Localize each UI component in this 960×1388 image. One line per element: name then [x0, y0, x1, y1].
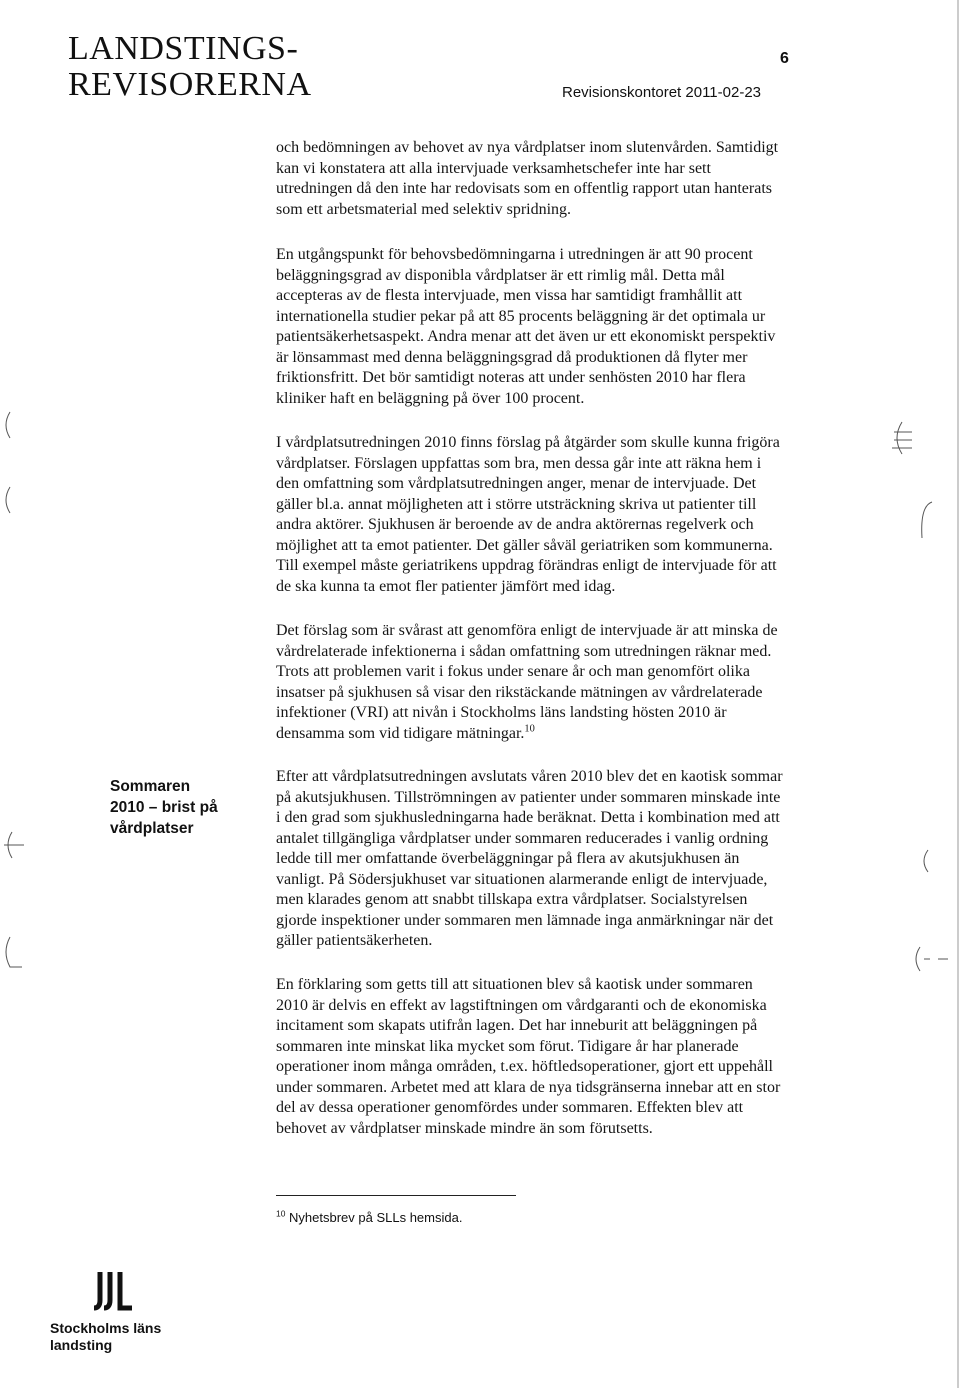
- footnote-divider: [276, 1195, 516, 1196]
- paragraph-line: sommaren inte minskat lika mycket som förut. Tidigare år har planerade: [276, 1037, 739, 1055]
- footnote: [276, 1210, 462, 1225]
- paragraph-line: incitament som skapats utifrån lagen. Det har inneburit att beläggningen på: [276, 1017, 758, 1034]
- paragraph-line: En förklaring som getts till att situationen blev så kaotisk under sommaren: [276, 976, 753, 993]
- scan-bracket-mark: [912, 500, 936, 540]
- paragraph-line: En utgångspunkt för behovsbedömningarna i utredningen är att 90 procent: [276, 246, 753, 263]
- paragraph-line: vårdrelaterade infektionerna i sådan omfattning som utredningen räknar med.: [276, 642, 772, 660]
- margin-heading-line: vårdplatser: [110, 820, 194, 837]
- paragraph-line: Till exempel måste geriatrikens uppdrag förändras enligt de intervjuade för att: [276, 557, 777, 574]
- paragraph-line: insatser på sjukhusen så visar den rikstäckande mätningen av vårdrelaterade: [276, 683, 763, 701]
- footnote-reference: 10: [524, 723, 535, 735]
- paragraph-line: gjorde inspektioner under sommaren men lämnade inga anmärkningar när det: [276, 911, 774, 929]
- paragraph-line: de ska kunna ta emot fler patienter jämfört med idag.: [276, 577, 616, 595]
- paragraph-line: ledde till mer omfattande överbeläggningar på flera av akutsjukhusen än: [276, 850, 740, 867]
- organization-name-line-2: REVISORERNA: [68, 66, 312, 103]
- paragraph-line: vårdplatser. Förslagen uppfattas som bra, men dessa går inte att räkna hem i: [276, 454, 762, 472]
- paragraph-line: beläggningsgrad av disponibla vårdplatser är ett rimlig mål. Detta mål: [276, 266, 725, 284]
- paragraph-6: [276, 975, 876, 1139]
- logo-name-line: Stockholms läns: [50, 1320, 162, 1336]
- paragraph-line: Efter att vårdplatsutredningen avslutats våren 2010 blev det en kaotisk sommar: [276, 768, 783, 785]
- paragraph-line: gäller bl.a. annat möjligheten att i större utsträckning skriva ut patienter till: [276, 495, 757, 513]
- margin-heading: [110, 776, 218, 839]
- scan-arrow-mark: [0, 830, 26, 860]
- paragraph-line: vanligt. På Södersjukhuset var situationen alarmerande enligt de intervjuade,: [276, 870, 768, 888]
- paragraph-line: antalet tillgängliga vårdplatser under sommaren reducerades i vanlig ordning: [276, 829, 769, 847]
- margin-heading-line: 2010 – brist på: [110, 799, 218, 816]
- organization-name-line-1: LANDSTINGS-: [68, 30, 299, 67]
- logo-name: [50, 1320, 161, 1354]
- scan-bracket-mark: [910, 945, 950, 973]
- paragraph-line: under sommaren. Arbetet med att klara de nya tidsgränserna innebar att en stor: [276, 1078, 781, 1096]
- paragraph-line: men klarades genom att snabbt tillskapa extra vårdplatser. Socialstyrelsen: [276, 891, 748, 908]
- paragraph-line: andra aktörer. Sjukhusen är beroende av de andra aktörernas regelverk och: [276, 516, 754, 533]
- stockholms-lans-landsting-logo: [50, 1268, 180, 1368]
- paragraph-line: internationella studier pekar på att 85 procents beläggning är det optimala ur: [276, 307, 766, 325]
- paragraph-line: som ett arbetsmaterial med selektiv spridning.: [276, 200, 572, 218]
- scan-bracket-mark: [918, 848, 932, 874]
- footnote-number: 10: [276, 1208, 286, 1219]
- paragraph-line: 2010 är delvis en effekt av lagstiftningen om vårdgaranti och de ekonomiska: [276, 996, 767, 1014]
- paragraph-line: Det förslag som är svårast att genomföra enligt de intervjuade är att minska de: [276, 622, 778, 639]
- paragraph-2: [276, 245, 876, 409]
- paragraph-line: friktionsfritt. Det bör samtidigt noteras att under senhösten 2010 har flera: [276, 369, 746, 386]
- scan-bracket-mark: [0, 485, 14, 515]
- footnote-text: Nyhetsbrev på SLLs hemsida.: [289, 1210, 463, 1225]
- paragraph-5: [276, 767, 876, 952]
- scan-margin-glyph: [888, 418, 916, 458]
- paragraph-line: utredningen då den inte har redovisats som en offentlig rapport utan hanterats: [276, 180, 772, 197]
- paragraph-line: gäller patientsäkerheten.: [276, 932, 433, 949]
- paragraph-line: operationer inom många områden, t.ex. höftledsoperationer, gjort ett uppehåll: [276, 1058, 773, 1075]
- paragraph-line: på akutsjukhusen. Tillströmningen av patienter under sommaren minskade inte: [276, 788, 781, 806]
- paragraph-line: I vårdplatsutredningen 2010 finns förslag på åtgärder som skulle kunna frigöra: [276, 434, 780, 451]
- office-and-date: Revisionskontoret 2011-02-23: [562, 84, 762, 101]
- paragraph-line: Trots att problemen varit i fokus under senare år och man genomfört olika: [276, 663, 750, 680]
- paragraph-line-text: densamma som vid tidigare mätningar.: [276, 724, 525, 742]
- paragraph-line: infektioner (VRI) att nivån i Stockholms läns landsting hösten 2010 är: [276, 704, 727, 721]
- paragraph-line: behovet av vårdplatser minskade mindre än som förutsetts.: [276, 1119, 653, 1137]
- paragraph-line: patientsäkerhetsaspekt. Andra menar att det även ur ett ekonomiskt perspektiv: [276, 328, 776, 345]
- paragraph-line: den omfattning som vårdplatsutredningen anger, menar de intervjuade. Det: [276, 475, 757, 492]
- page-number: 6: [780, 50, 789, 67]
- scan-bracket-mark: [0, 935, 26, 969]
- paragraph-line: [276, 724, 876, 745]
- margin-heading-line: Sommaren: [110, 778, 191, 795]
- scan-bracket-mark: [0, 410, 14, 440]
- paragraph-1: [276, 138, 876, 220]
- paragraph-line: kan vi konstatera att alla intervjuade verksamhetschefer inte har sett: [276, 159, 711, 177]
- paragraph-line: accepteras av de flesta intervjuade, men vissa har samtidigt framhållit att: [276, 287, 743, 304]
- scan-edge-line: [955, 0, 960, 1388]
- paragraph-4: [276, 621, 876, 744]
- logo-mark-icon: [94, 1268, 132, 1316]
- paragraph-line: i den grad som sjukhusledningarna hade beräknat. Detta i kombination med att: [276, 809, 780, 826]
- paragraph-line: del av dessa operationer genomfördes under sommaren. Effekten blev att: [276, 1099, 744, 1116]
- paragraph-line: möjlighet att ta emot patienter. Det gäller såväl geriatriken som kommunerna.: [276, 536, 773, 554]
- paragraph-line: är lönsammast med denna beläggningsgrad då produktionen då flyter mer: [276, 348, 748, 366]
- paragraph-3: [276, 433, 876, 597]
- logo-name-line: landsting: [50, 1337, 113, 1353]
- paragraph-line: kliniker haft en beläggning på över 100 procent.: [276, 389, 585, 407]
- paragraph-line: och bedömningen av behovet av nya vårdplatser inom slutenvården. Samtidigt: [276, 139, 779, 156]
